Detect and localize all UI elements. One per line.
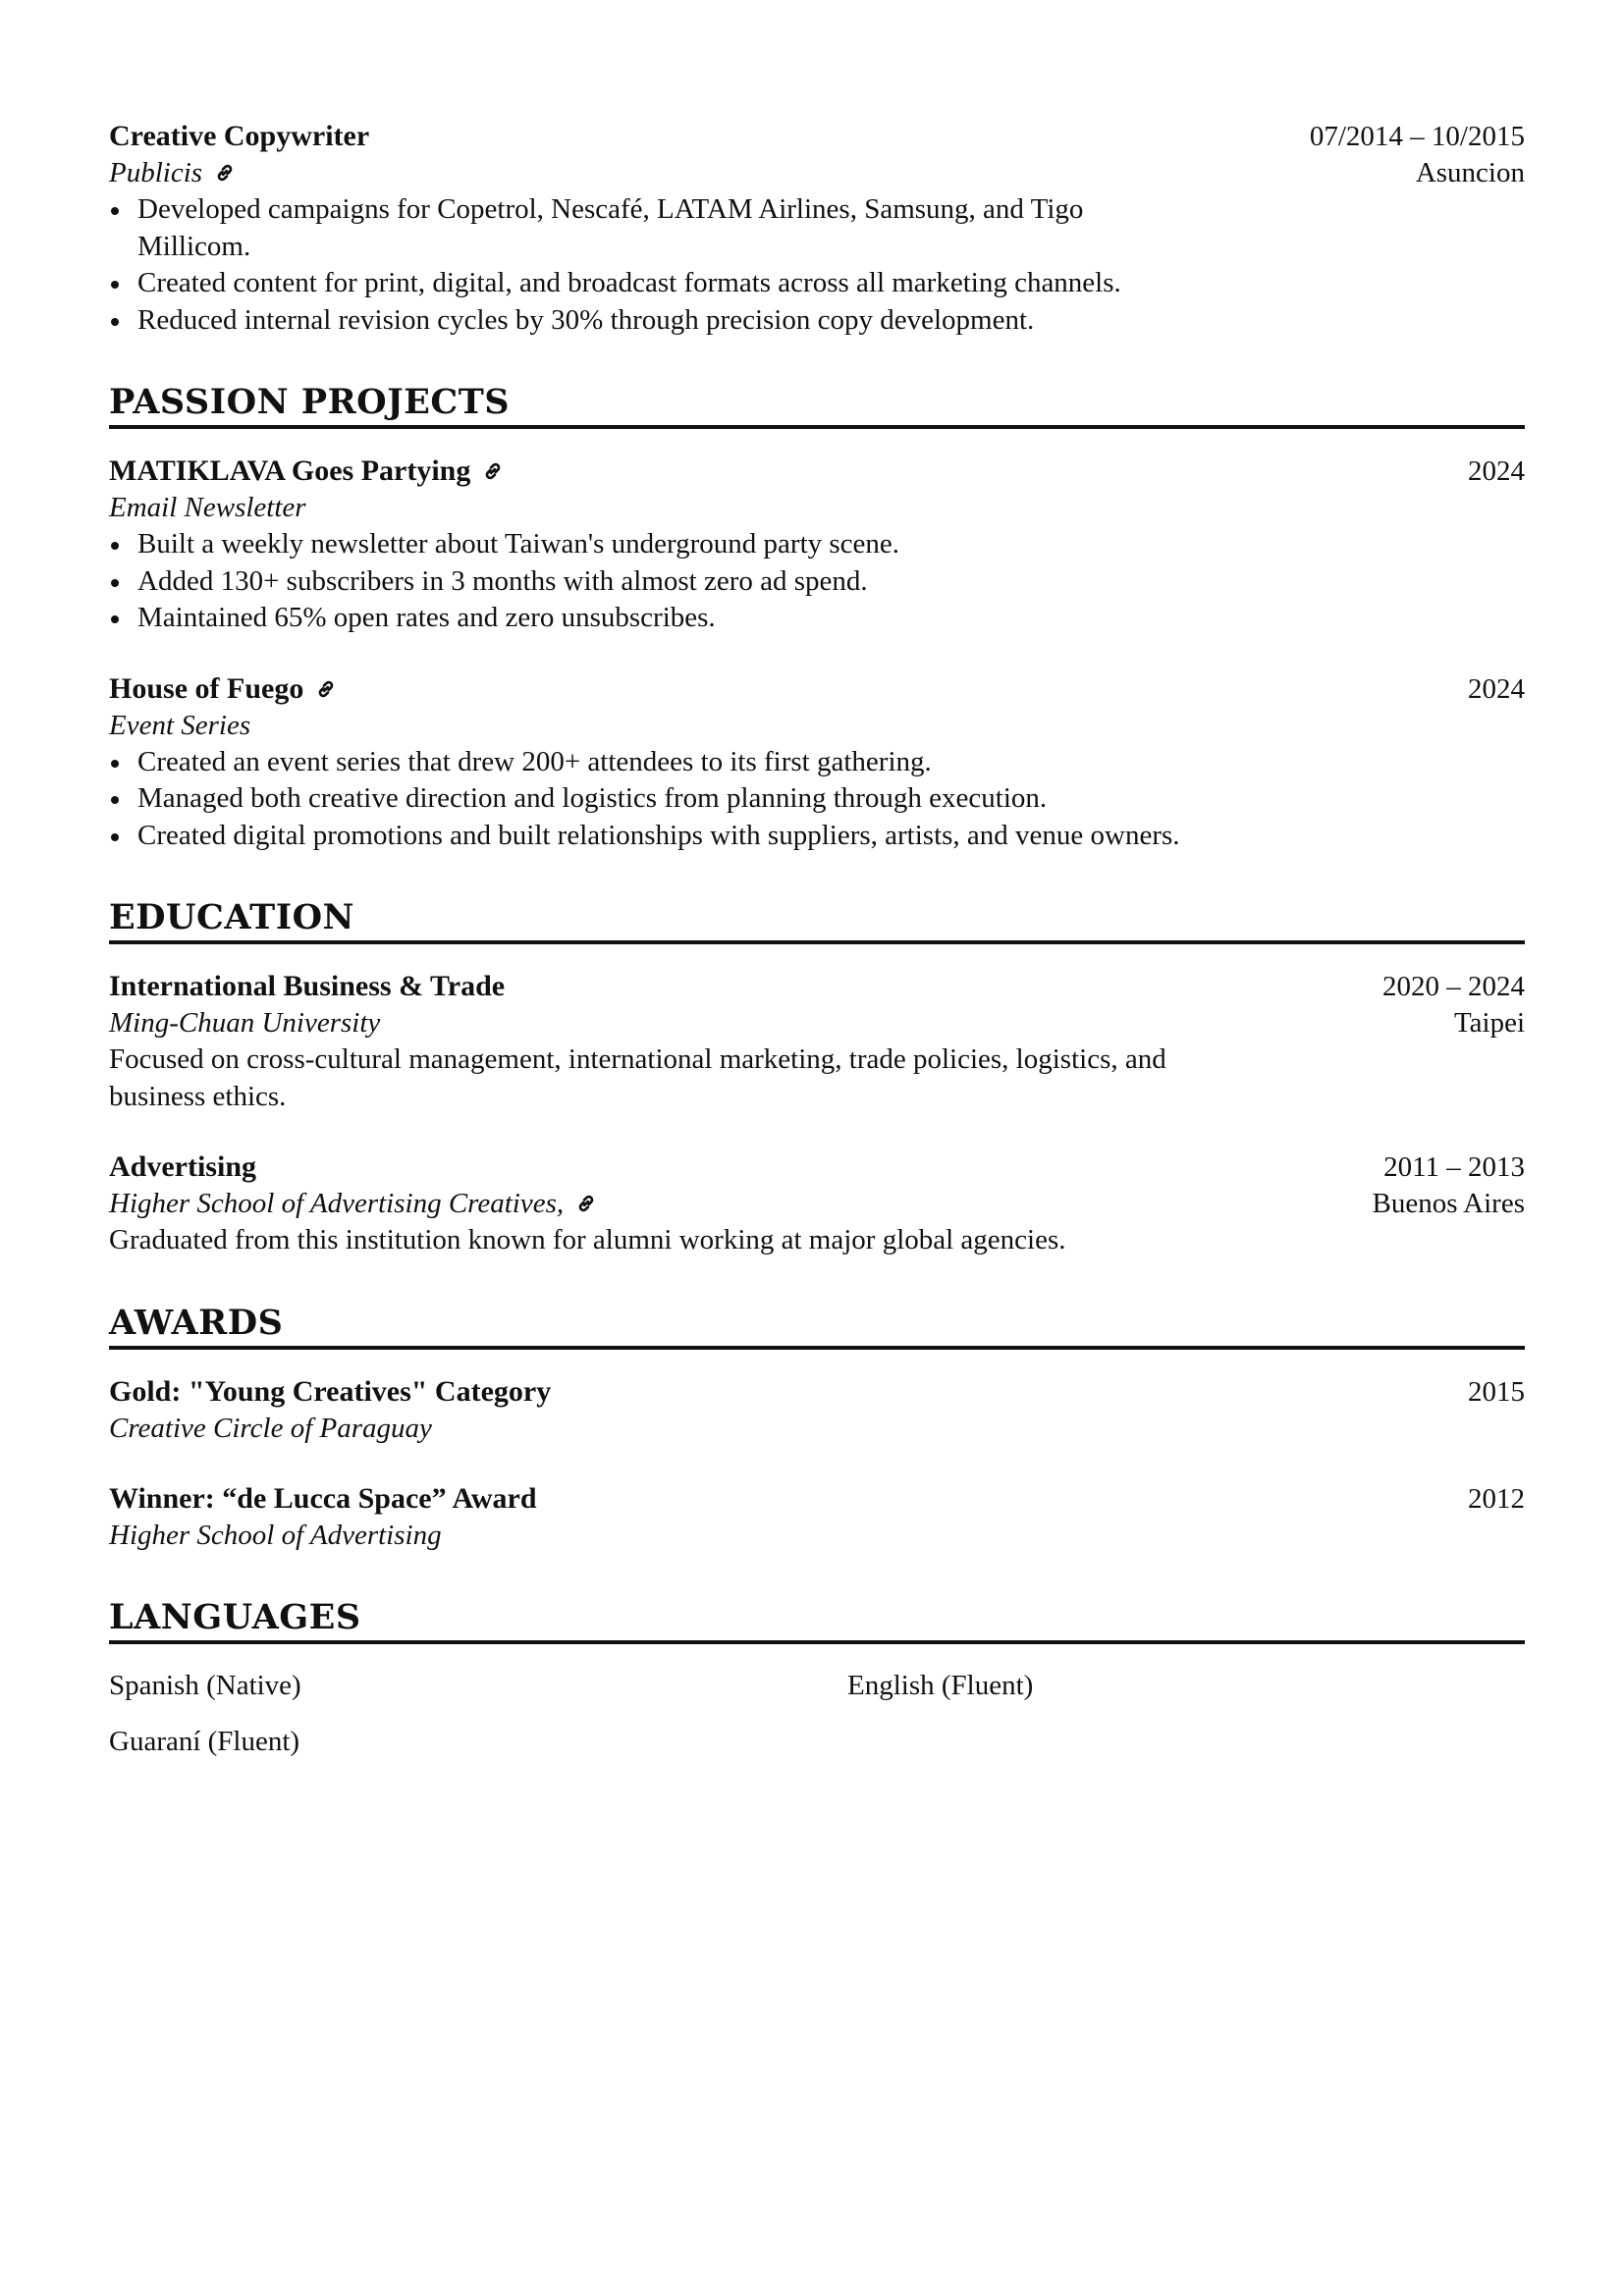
link-icon[interactable] [575, 1193, 597, 1214]
award-entry [109, 1373, 1525, 1447]
project-bullets [109, 744, 1189, 855]
education-entry [109, 968, 1525, 1115]
list-item: Created digital promotions and built relationships with suppliers, artists, and venue owners. [109, 818, 1189, 855]
list-item: Maintained 65% open rates and zero unsubscribes. [109, 600, 1189, 637]
education-location: Buenos Aires [1372, 1188, 1525, 1219]
languages-list [109, 1668, 1525, 1760]
language-item: Spanish (Native) [109, 1669, 301, 1701]
list-item: Developed campaigns for Copetrol, Nescafé, LATAM Airlines, Samsung, and Tigo Millicom. [109, 191, 1189, 265]
school-name [109, 1186, 597, 1222]
award-date: 2012 [1468, 1482, 1525, 1515]
project-entry [109, 670, 1525, 855]
company-name [109, 155, 236, 191]
link-icon[interactable] [214, 162, 236, 184]
section-heading: EDUCATION [109, 897, 1525, 944]
company-label: Publicis [109, 157, 203, 188]
project-subtitle: Email Newsletter [109, 492, 306, 523]
project-date: 2024 [1468, 455, 1525, 487]
job-title: Creative Copywriter [109, 120, 370, 152]
resume-page [109, 118, 1525, 1760]
education-date: 2020 – 2024 [1382, 971, 1525, 1002]
education-date: 2011 – 2013 [1383, 1151, 1525, 1183]
award-issuer: Creative Circle of Paraguay [109, 1412, 432, 1444]
project-title-label: House of Fuego [109, 671, 304, 705]
degree-title: International Business & Trade [109, 970, 506, 1002]
award-title: Winner: “de Lucca Space” Award [109, 1481, 537, 1515]
list-item: Created content for print, digital, and broadcast formats across all marketing channels. [109, 265, 1189, 302]
job-location: Asuncion [1415, 157, 1525, 188]
award-entry [109, 1480, 1525, 1554]
list-item: Reduced internal revision cycles by 30% through precision copy development. [109, 302, 1189, 340]
project-title-label: MATIKLAVA Goes Partying [109, 454, 471, 487]
section-heading: AWARDS [109, 1303, 1525, 1350]
education-description: Focused on cross-cultural management, international marketing, trade policies, logistics, and business ethics. [109, 1043, 1166, 1112]
experience-entry [109, 118, 1525, 339]
education-section [109, 897, 1525, 1259]
list-item: Managed both creative direction and logistics from planning through execution. [109, 780, 1189, 818]
project-title [109, 453, 504, 489]
language-item: English (Fluent) [847, 1669, 1034, 1701]
award-date: 2015 [1468, 1375, 1525, 1408]
school-name: Ming-Chuan University [109, 1007, 381, 1039]
job-date: 07/2014 – 10/2015 [1309, 121, 1525, 152]
project-date: 2024 [1468, 672, 1525, 705]
list-item: Added 130+ subscribers in 3 months with almost zero ad spend. [109, 563, 1189, 601]
education-entry [109, 1148, 1525, 1259]
degree-title: Advertising [109, 1150, 256, 1183]
project-bullets [109, 526, 1189, 637]
language-item: Guaraní (Fluent) [109, 1725, 300, 1757]
passion-projects-section [109, 382, 1525, 854]
section-heading: PASSION PROJECTS [109, 382, 1525, 429]
job-bullets [109, 191, 1189, 339]
languages-section [109, 1597, 1525, 1760]
award-title: Gold: "Young Creatives" Category [109, 1374, 552, 1408]
project-subtitle: Event Series [109, 709, 251, 741]
award-issuer: Higher School of Advertising [109, 1519, 442, 1551]
awards-section [109, 1303, 1525, 1554]
education-location: Taipei [1453, 1007, 1525, 1039]
project-entry [109, 453, 1525, 637]
list-item: Created an event series that drew 200+ attendees to its first gathering. [109, 744, 1189, 781]
education-description: Graduated from this institution known for alumni working at major global agencies. [109, 1224, 1066, 1255]
school-label: Higher School of Advertising Creatives, [109, 1188, 565, 1219]
link-icon[interactable] [482, 460, 504, 482]
section-heading: LANGUAGES [109, 1597, 1525, 1644]
list-item: Built a weekly newsletter about Taiwan's underground party scene. [109, 526, 1189, 563]
project-title [109, 670, 337, 707]
link-icon[interactable] [315, 678, 337, 700]
